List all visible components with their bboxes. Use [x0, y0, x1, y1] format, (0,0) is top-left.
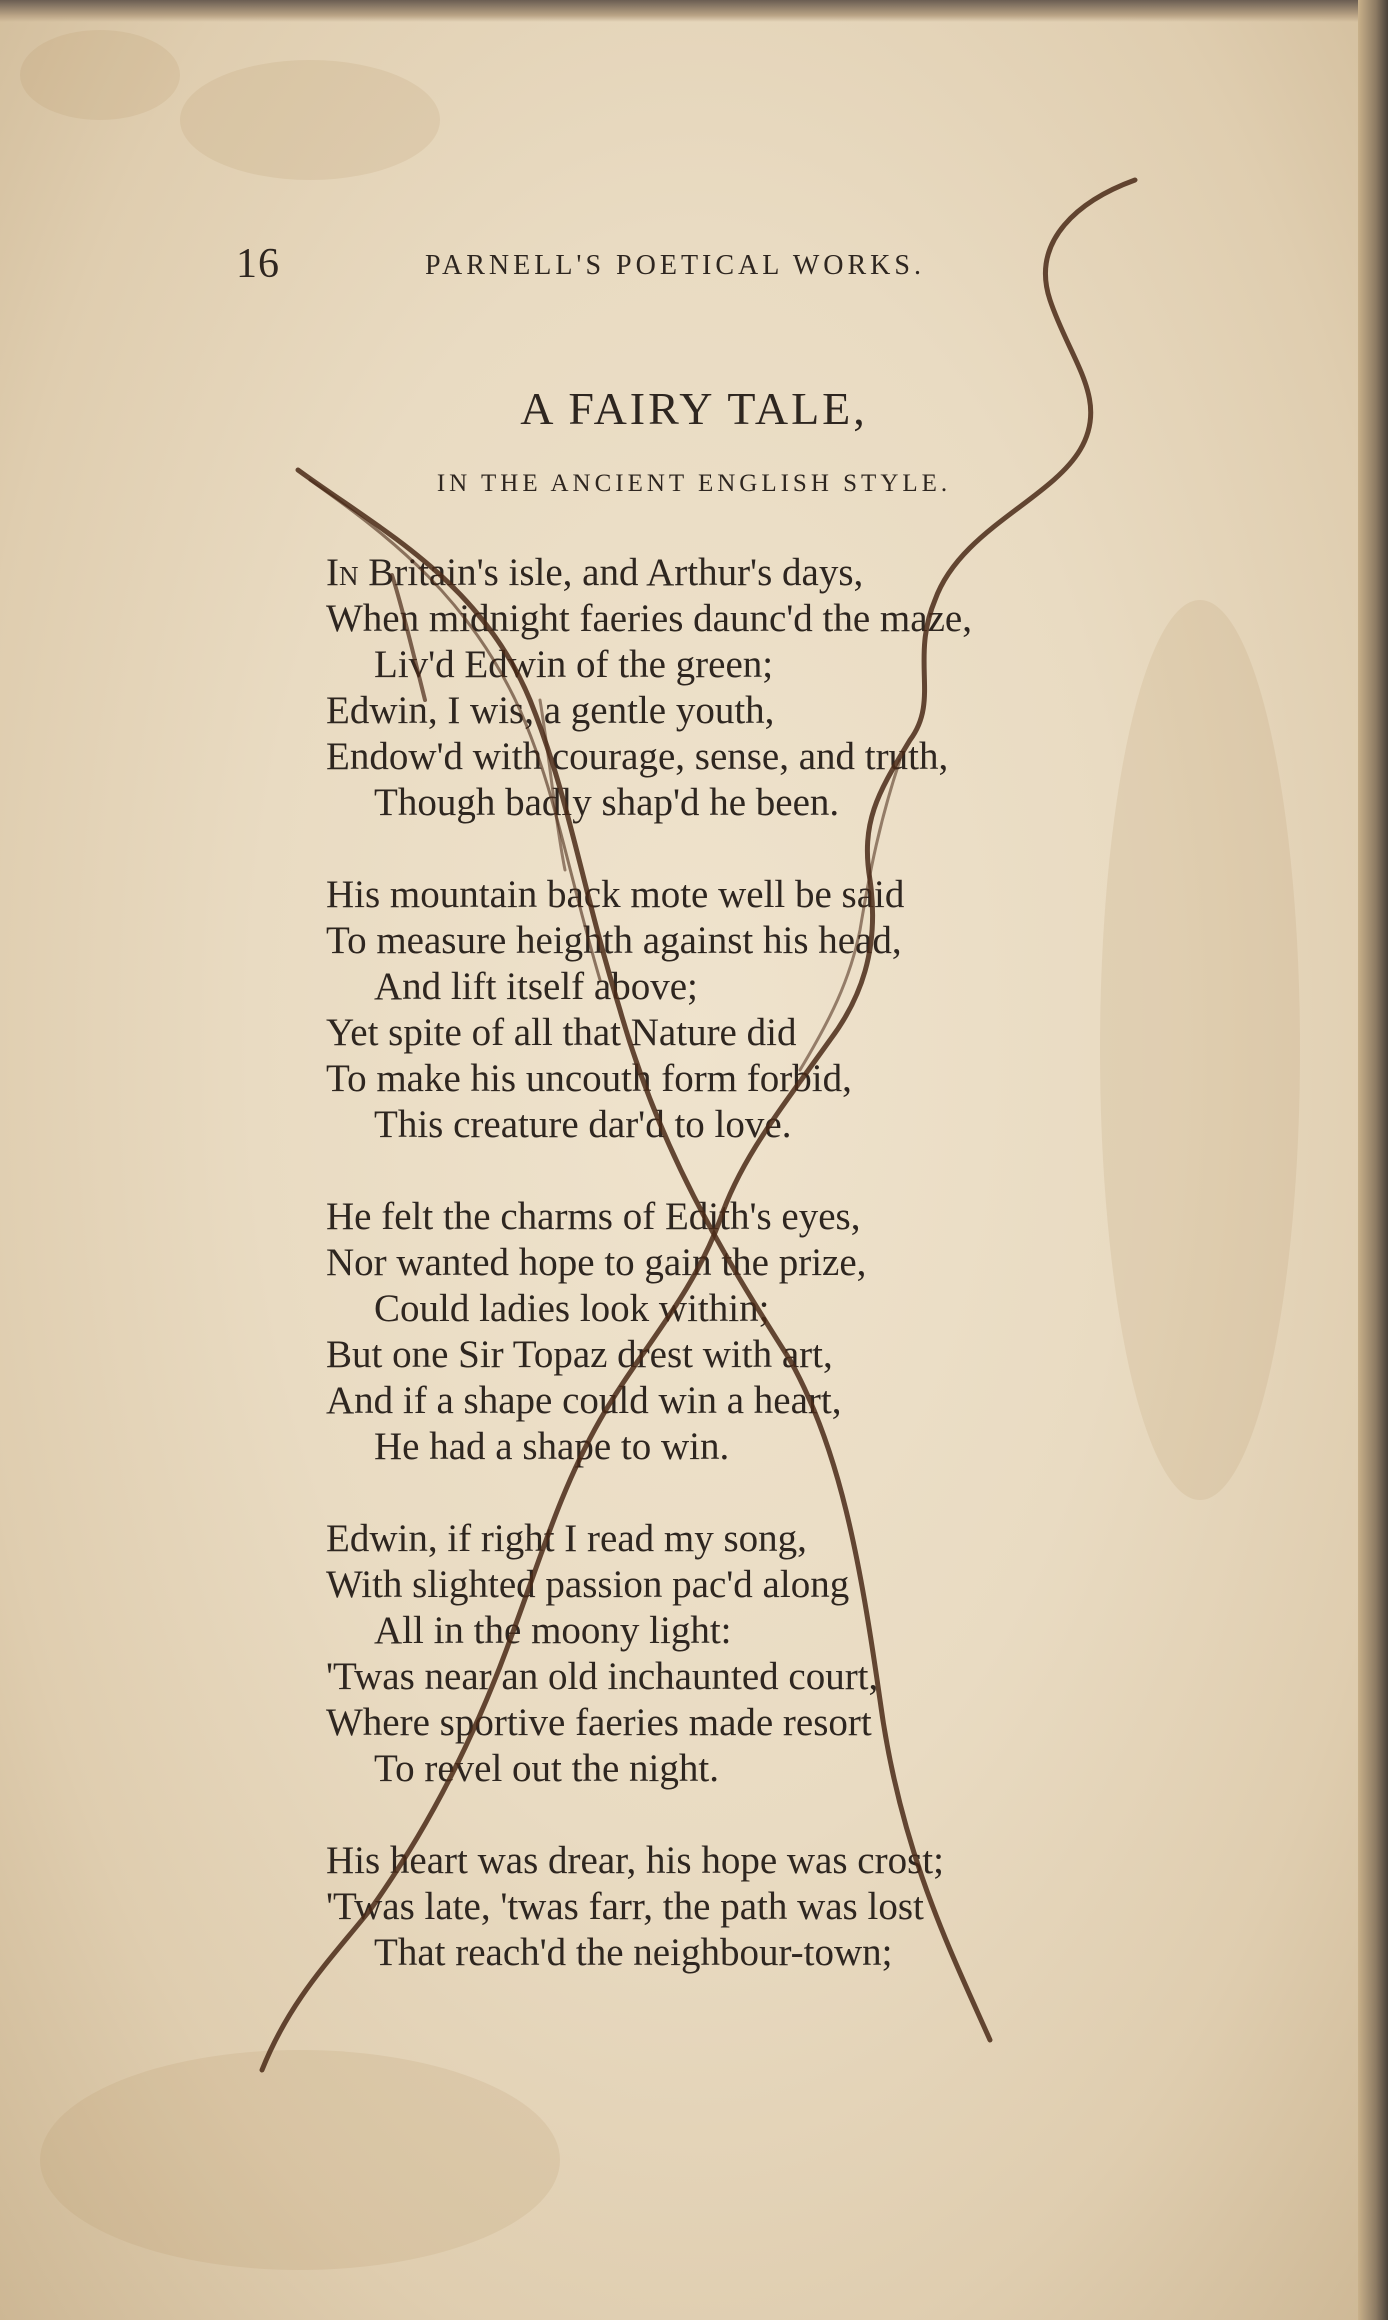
stanza: [326, 1194, 1226, 1470]
poem-line: Where sportive faeries made resort: [326, 1701, 872, 1744]
stanza: [326, 550, 1226, 826]
poem-subtitle: IN THE ANCIENT ENGLISH STYLE.: [436, 470, 952, 497]
poem-line: Endow'd with courage, sense, and truth,: [326, 735, 949, 778]
poem-line: But one Sir Topaz drest with art,: [326, 1333, 833, 1376]
poem-line: Liv'd Edwin of the green;: [374, 643, 774, 686]
page-top-edge: [0, 0, 1388, 22]
poem-line: Yet spite of all that Nature did: [326, 1011, 797, 1054]
poem-line: 'Twas late, 'twas farr, the path was lost: [326, 1885, 924, 1928]
running-head: PARNELL'S POETICAL WORKS.: [425, 250, 925, 281]
poem-line: When midnight faeries daunc'd the maze,: [326, 597, 972, 640]
poem-line: Edwin, if right I read my song,: [326, 1517, 807, 1560]
opening-word: In: [326, 551, 359, 594]
poem-line: All in the moony light:: [374, 1609, 732, 1652]
paper-stain: [40, 2050, 560, 2270]
stanza: [326, 1516, 1226, 1792]
poem-line: His heart was drear, his hope was crost;: [326, 1839, 944, 1882]
poem-line: Could ladies look within;: [374, 1287, 770, 1330]
poem-line: With slighted passion pac'd along: [326, 1563, 850, 1606]
stanza: [326, 1838, 1226, 1976]
poem-line: Nor wanted hope to gain the prize,: [326, 1241, 867, 1284]
stanza: [326, 872, 1226, 1148]
poem-line: This creature dar'd to love.: [374, 1103, 792, 1146]
poem-line: Edwin, I wis, a gentle youth,: [326, 689, 775, 732]
poem-line: To make his uncouth form forbid,: [326, 1057, 852, 1100]
poem-line: He felt the charms of Edith's eyes,: [326, 1195, 861, 1238]
poem-line: 'Twas near an old inchaunted court,: [326, 1655, 879, 1698]
poem-title: A FAIRY TALE,: [520, 383, 868, 434]
poem-line: [326, 550, 1226, 596]
poem-line: To measure heighth against his head,: [326, 919, 902, 962]
poem-line: And lift itself above;: [374, 965, 698, 1008]
poem-line: His mountain back mote well be said: [326, 873, 905, 916]
poem-line: That reach'd the neighbour-town;: [374, 1931, 893, 1974]
poem-line: He had a shape to win.: [374, 1425, 730, 1468]
page-number: 16: [236, 241, 280, 287]
poem-line: And if a shape could win a heart,: [326, 1379, 842, 1422]
page-header: [0, 240, 1388, 300]
poem-line-text: Britain's isle, and Arthur's days,: [368, 551, 864, 594]
poem-body: [326, 550, 1226, 2022]
paper-stain: [20, 30, 180, 120]
poem-line: To revel out the night.: [374, 1747, 719, 1790]
paper-stain: [180, 60, 440, 180]
page-right-edge: [1358, 0, 1388, 2320]
poem-line: Though badly shap'd he been.: [374, 781, 840, 824]
